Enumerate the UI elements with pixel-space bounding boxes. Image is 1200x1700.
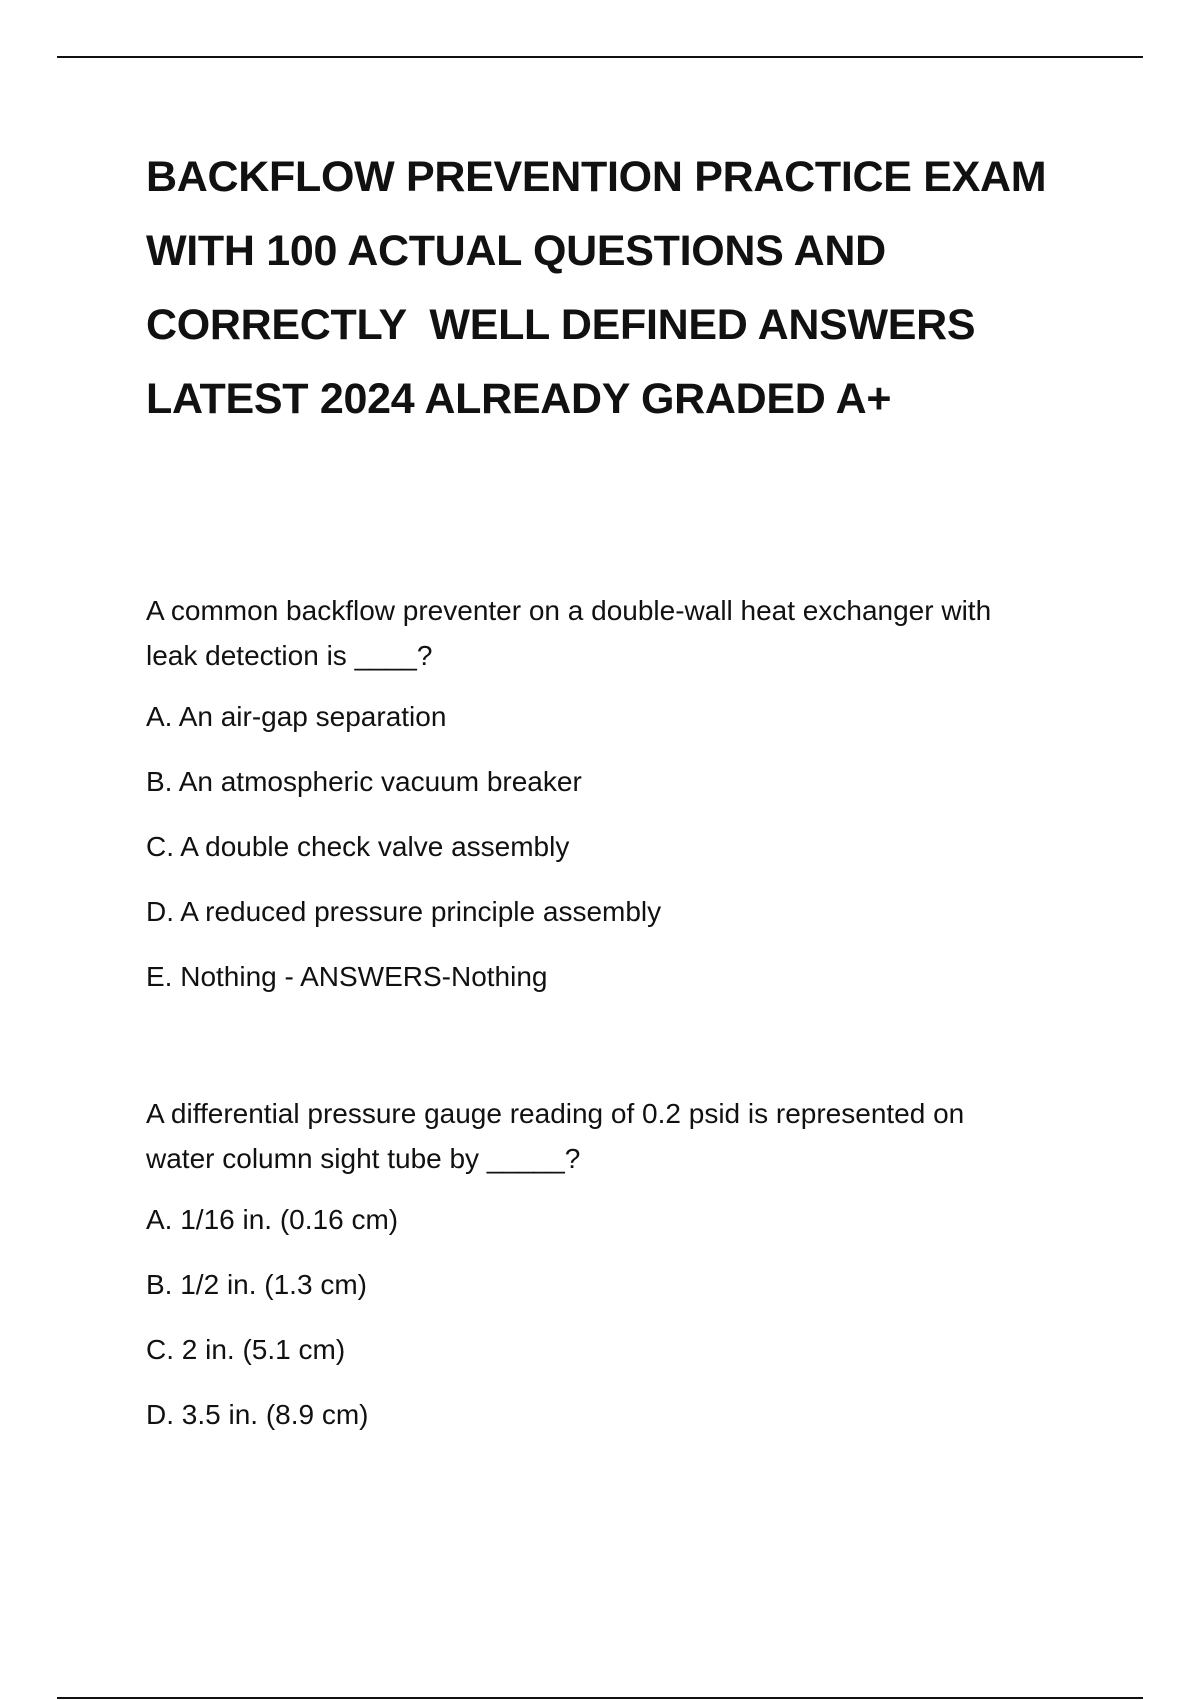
question-stem <box>146 1091 1106 1181</box>
answer-option-b: B. 1/2 in. (1.3 cm) <box>146 1269 367 1300</box>
question-2 <box>146 1091 1106 1435</box>
question-stem <box>146 588 1106 678</box>
answer-options <box>146 697 1106 997</box>
question-1 <box>146 588 1106 997</box>
title-line: CORRECTLY WELL DEFINED ANSWERS <box>146 301 976 349</box>
document-title <box>146 140 1146 436</box>
answer-option-a: A. 1/16 in. (0.16 cm) <box>146 1204 399 1235</box>
answer-option-d: D. A reduced pressure principle assembly <box>146 896 662 927</box>
top-divider <box>57 56 1143 58</box>
answer-option-e: E. Nothing - ANSWERS-Nothing <box>146 961 548 992</box>
answer-option-b: B. An atmospheric vacuum breaker <box>146 766 582 797</box>
bottom-divider <box>57 1697 1143 1699</box>
title-line: BACKFLOW PREVENTION PRACTICE EXAM <box>146 153 1047 201</box>
title-line: WITH 100 ACTUAL QUESTIONS AND <box>146 227 886 275</box>
answer-option-c: C. A double check valve assembly <box>146 831 570 862</box>
stem-line: water column sight tube by _____? <box>146 1143 581 1174</box>
answer-options <box>146 1200 1106 1435</box>
title-line: LATEST 2024 ALREADY GRADED A+ <box>146 375 892 423</box>
answer-option-a: A. An air-gap separation <box>146 701 447 732</box>
stem-line: leak detection is ____? <box>146 640 433 671</box>
stem-line: A differential pressure gauge reading of 0.2 psid is represented on <box>146 1098 965 1129</box>
answer-option-d: D. 3.5 in. (8.9 cm) <box>146 1399 369 1430</box>
answer-option-c: C. 2 in. (5.1 cm) <box>146 1334 346 1365</box>
stem-line: A common backflow preventer on a double-wall heat exchanger with <box>146 595 992 626</box>
